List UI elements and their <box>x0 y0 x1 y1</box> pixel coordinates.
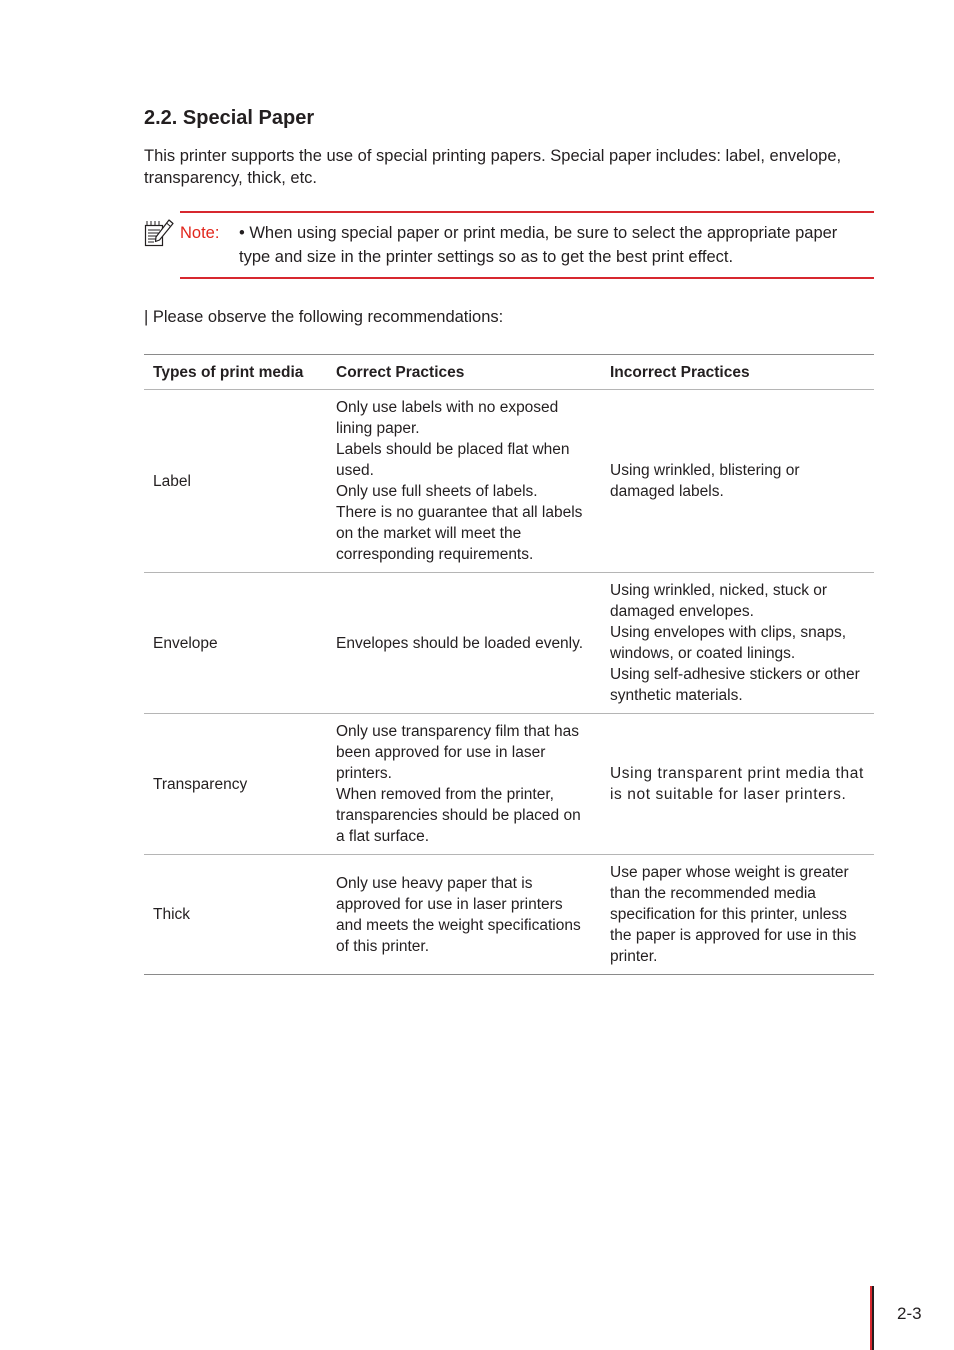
practice-line: Only use transparency film that has been approved for use in laser printers. <box>336 723 579 782</box>
correct-practices-cell <box>327 573 601 714</box>
incorrect-practices-cell <box>601 573 874 714</box>
page-edge-bar-dark <box>872 1286 874 1350</box>
media-type-cell: Thick <box>144 855 327 975</box>
practice-line: Only use heavy paper that is approved for use in laser printers and meets the weight specifications of this printer. <box>336 874 581 955</box>
table-row <box>144 714 874 855</box>
practice-line: Using transparent print media that is not suitable for laser printers. <box>610 765 864 803</box>
header-media-type: Types of print media <box>144 355 327 390</box>
intro-paragraph: This printer supports the use of special printing papers. Special paper includes: label, envelope, transparency, thick, etc. <box>144 147 842 187</box>
table-row <box>144 573 874 714</box>
note-label: Note: <box>180 224 220 242</box>
practice-line: Using wrinkled, nicked, stuck or damaged envelopes. <box>610 582 828 620</box>
note-bottom-rule <box>180 277 874 279</box>
practice-line: Envelopes should be loaded evenly. <box>336 634 584 652</box>
incorrect-practices-cell <box>601 714 874 855</box>
correct-practices-cell <box>327 714 601 855</box>
practice-line: There is no guarantee that all labels on the market will meet the corresponding requirements. <box>336 504 583 563</box>
table-header-row <box>144 355 874 390</box>
note-top-rule <box>180 211 874 213</box>
correct-practices-cell <box>327 390 601 573</box>
note-pencil-icon <box>144 219 174 247</box>
note-text: • When using special paper or print media, be sure to select the appropriate paper type and size in the printer settings so as to get the best print effect. <box>239 224 838 266</box>
table-row <box>144 855 874 975</box>
table-row <box>144 390 874 573</box>
practice-line: When removed from the printer, transparencies should be placed on a flat surface. <box>336 786 581 845</box>
practice-line: Using self-adhesive stickers or other synthetic materials. <box>610 666 860 704</box>
media-type-cell: Label <box>153 472 191 490</box>
section-title: 2.2. Special Paper <box>144 107 315 129</box>
page-number: 2-3 <box>897 1304 922 1323</box>
correct-practices-cell <box>327 855 601 975</box>
practice-line: Using wrinkled, blistering or damaged labels. <box>610 462 800 500</box>
header-incorrect-practices: Incorrect Practices <box>601 355 874 390</box>
practice-line: Using envelopes with clips, snaps, windows, or coated linings. <box>610 624 847 662</box>
practice-line: Use paper whose weight is greater than the recommended media specification for this printer, unless the paper is approved for use in this printer. <box>610 864 857 965</box>
page-edge-bar <box>870 1286 874 1350</box>
print-media-table <box>144 354 874 975</box>
incorrect-practices-cell <box>601 855 874 975</box>
header-correct-practices: Correct Practices <box>327 355 601 390</box>
media-type-cell: Transparency <box>144 714 327 855</box>
incorrect-practices-cell <box>601 390 874 573</box>
practice-line: Only use labels with no exposed lining paper. <box>336 399 559 437</box>
media-type-cell: Envelope <box>144 573 327 714</box>
practice-line: Only use full sheets of labels. <box>336 483 538 500</box>
recommendations-lead: | Please observe the following recommendations: <box>144 308 504 326</box>
practice-line: Labels should be placed flat when used. <box>336 441 570 479</box>
